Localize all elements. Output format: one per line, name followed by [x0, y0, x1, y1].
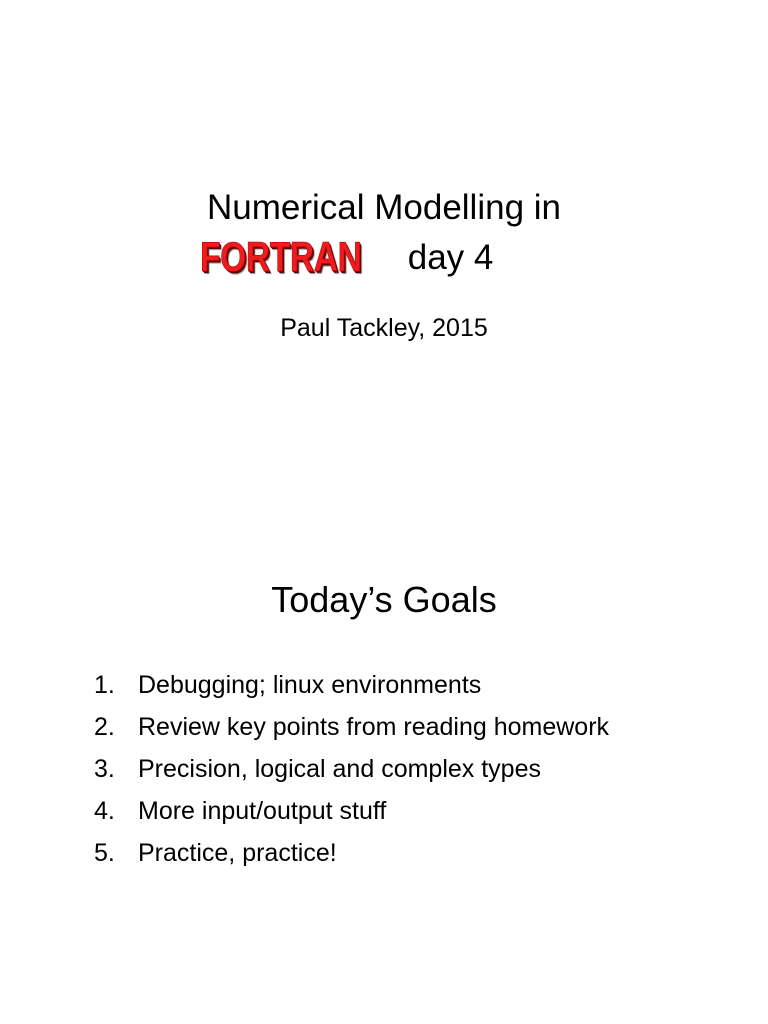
list-item-text: More input/output stuff	[138, 797, 387, 825]
list-item	[94, 836, 654, 871]
goals-list	[94, 668, 654, 878]
list-item	[94, 668, 654, 703]
list-item-text: Review key points from reading homework	[138, 713, 610, 741]
list-item	[94, 710, 654, 745]
slide-title-line2	[200, 234, 493, 282]
list-item-text: Practice, practice!	[138, 839, 337, 867]
title-day-label: day 4	[407, 238, 494, 277]
list-item-number: 5.	[94, 839, 115, 867]
list-item-number: 2.	[94, 713, 115, 741]
list-item	[94, 794, 654, 829]
fortran-logo: FORTRAN	[200, 233, 362, 280]
list-item	[94, 752, 654, 787]
list-item-text: Debugging; linux environments	[138, 671, 482, 699]
list-item-number: 1.	[94, 671, 115, 699]
author-credit: Paul Tackley, 2015	[280, 314, 488, 342]
list-item-number: 3.	[94, 755, 115, 783]
slide-title: Numerical Modelling in	[206, 188, 562, 227]
list-item-number: 4.	[94, 797, 115, 825]
goals-heading: Today’s Goals	[271, 579, 497, 620]
list-item-text: Precision, logical and complex types	[138, 755, 541, 783]
